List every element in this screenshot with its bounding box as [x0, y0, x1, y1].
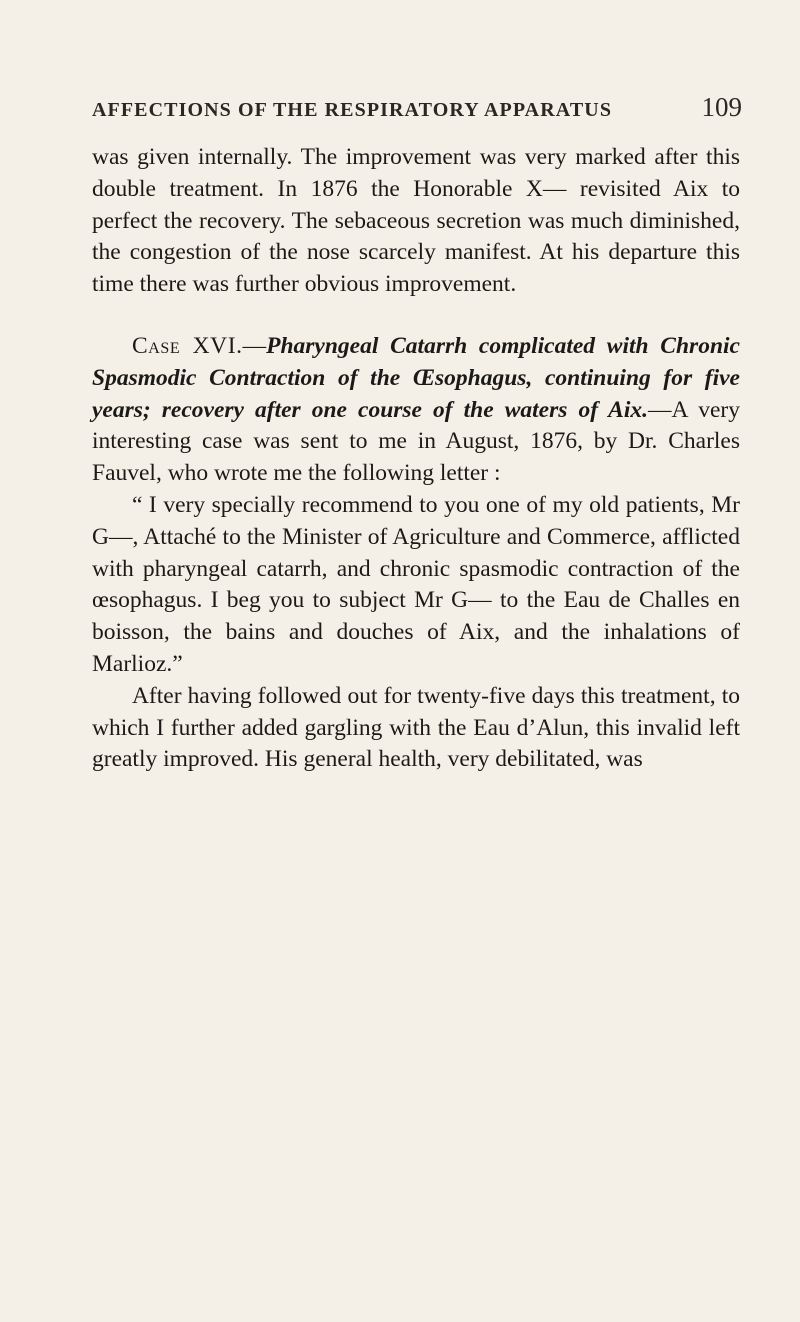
page-number: 109 — [701, 92, 742, 122]
letter-quote: “ I very specially recommend to you one of my old patients, Mr G—, Attaché to the Minister of Agriculture and Commerce, afflicted with pharyngeal catarrh, and chronic spasmodic contraction of the œsophagus. I beg you to subject Mr G— to the Eau de Challes en boisson, the bains and douches of Aix, and the inhalations of Marlioz.” — [92, 491, 740, 677]
case-paragraph — [92, 331, 740, 490]
case-dash: — — [242, 332, 267, 359]
body-text — [92, 142, 740, 776]
running-head — [92, 92, 742, 126]
case-body: —A very interesting case was sent to me in August, 1876, by Dr. Charles Fauvel, who wrote me the following letter : — [92, 396, 740, 487]
running-title: AFFECTIONS OF THE RESPIRATORY APPARATUS — [92, 99, 613, 121]
case-title: Pharyngeal Catarrh complicated with Chronic Spasmodic Contraction of the Œsophagus, continuing for five years; recovery after one course of the waters of Aix. — [92, 332, 740, 423]
paragraph-continuation: was given internally. The improvement was very marked after this double treatment. In 1876 the Honorable X— revisited Aix to perfect the recovery. The sebaceous secretion was much diminished, the congestion of the nose scarcely manifest. At his departure this time there was further obvious improvement. — [92, 144, 740, 298]
case-label: Case XVI. — [131, 332, 243, 359]
paragraph-after: After having followed out for twenty-five days this treatment, to which I further added gargling with the Eau d’Alun, this invalid left greatly improved. His general health, very debilitated, was — [92, 682, 740, 773]
